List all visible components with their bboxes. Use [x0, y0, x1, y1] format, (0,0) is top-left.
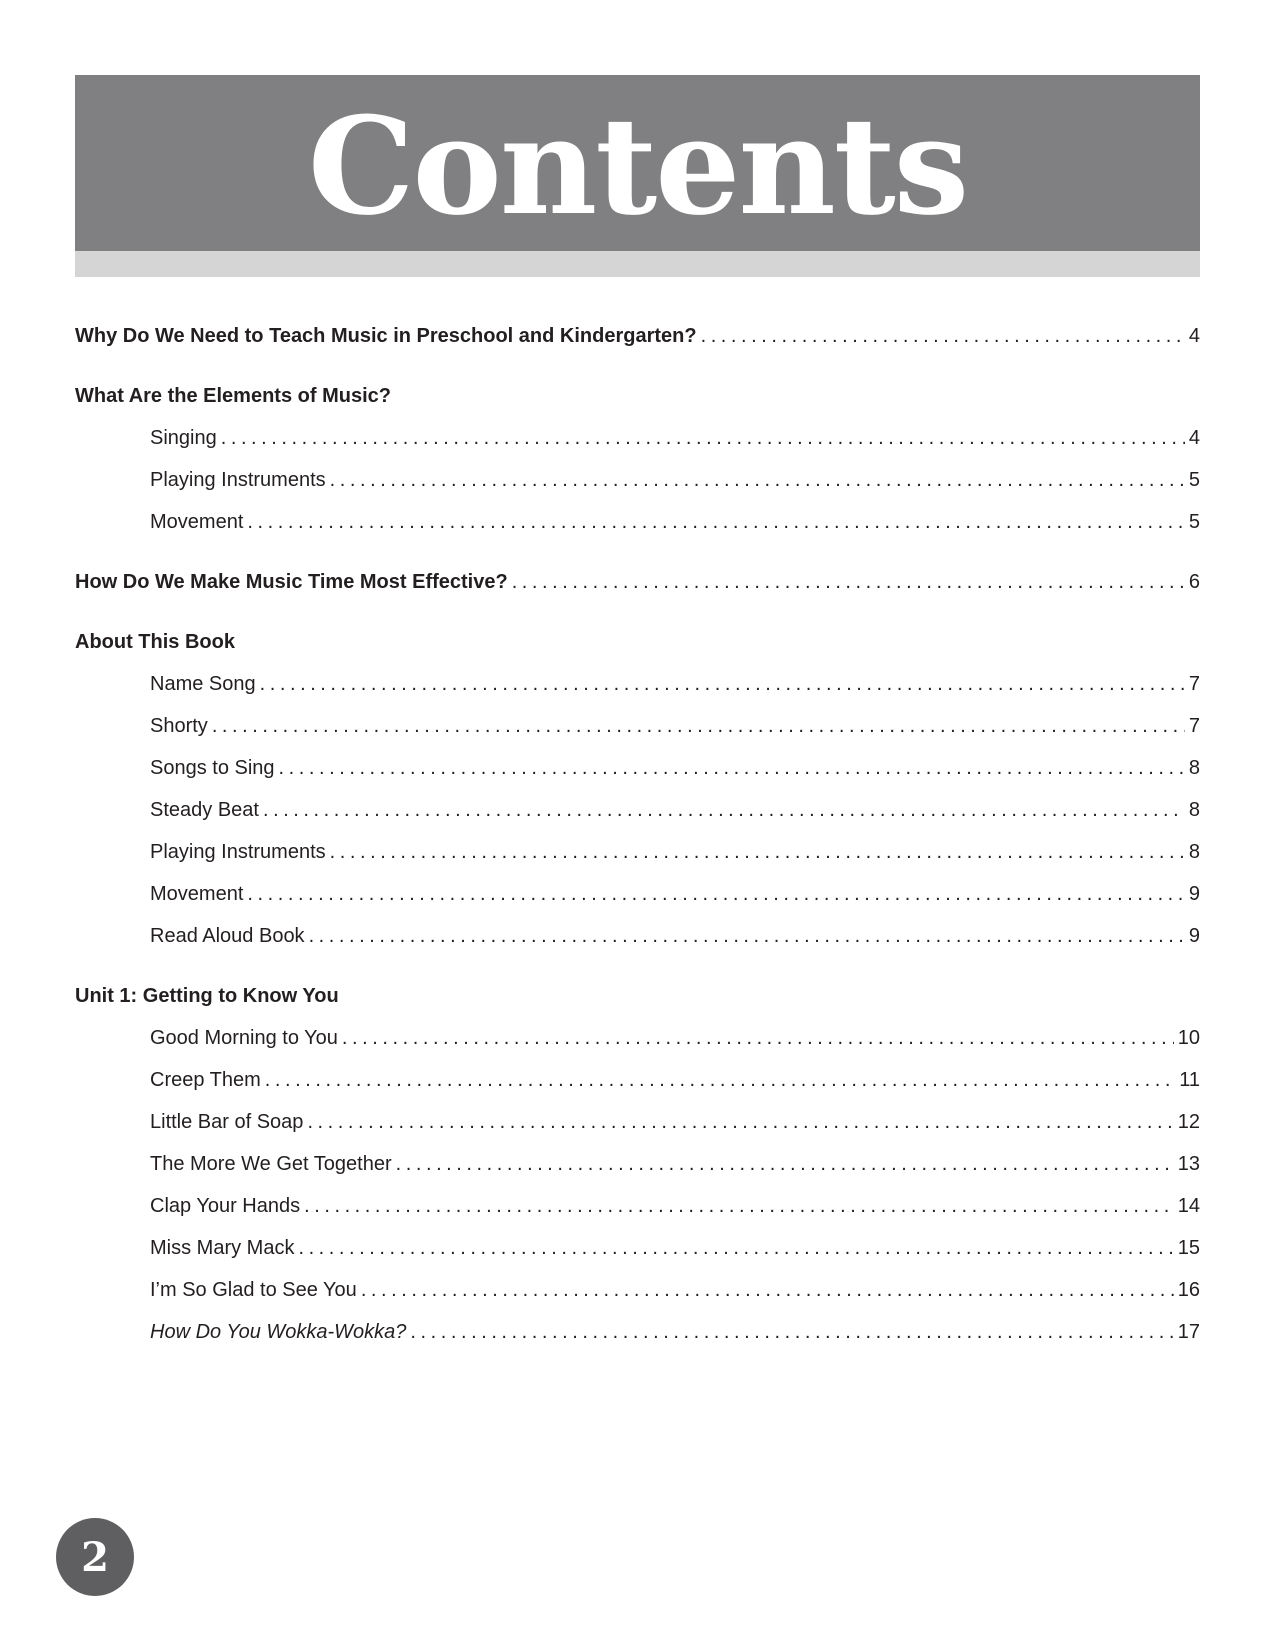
toc-entry-label: Movement — [150, 883, 244, 905]
toc-heading — [75, 985, 1200, 1027]
dot-leader — [263, 799, 1185, 822]
toc-page-number: 12 — [1177, 1111, 1200, 1133]
toc-entry-label: Miss Mary Mack — [150, 1237, 295, 1259]
toc-page-number: 14 — [1177, 1195, 1200, 1217]
dot-leader — [260, 673, 1185, 696]
toc-page-number: 9 — [1188, 883, 1200, 905]
toc-entry[interactable] — [75, 1279, 1200, 1321]
dot-leader — [330, 469, 1185, 492]
toc-page-number: 13 — [1177, 1153, 1200, 1175]
toc-entry-label: Shorty — [150, 715, 208, 737]
toc-page-number: 4 — [1188, 325, 1200, 347]
toc-page-number: 10 — [1177, 1027, 1200, 1049]
toc-entry-label: Singing — [150, 427, 217, 449]
toc-entry-label: The More We Get Together — [150, 1153, 392, 1175]
toc-heading — [75, 385, 1200, 427]
toc-heading — [75, 631, 1200, 673]
toc-entry-label: How Do You Wokka-Wokka? — [150, 1321, 407, 1343]
toc-entry[interactable] — [75, 1237, 1200, 1279]
dot-leader — [361, 1279, 1174, 1302]
toc-entry[interactable] — [75, 1027, 1200, 1069]
dot-leader — [279, 757, 1185, 780]
toc-page-number: 8 — [1188, 757, 1200, 779]
toc-entry-label: How Do We Make Music Time Most Effective? — [75, 571, 508, 593]
toc-entry[interactable] — [75, 757, 1200, 799]
page-title: Contents — [307, 87, 968, 245]
dot-leader — [247, 883, 1185, 906]
toc-page-number: 7 — [1188, 673, 1200, 695]
dot-leader — [265, 1069, 1175, 1092]
dot-leader — [309, 925, 1185, 948]
toc-page-number: 16 — [1177, 1279, 1200, 1301]
dot-leader — [307, 1111, 1173, 1134]
toc-entry-label: Why Do We Need to Teach Music in Preschool and Kindergarten? — [75, 325, 697, 347]
toc-page-number: 8 — [1188, 799, 1200, 821]
page-number-badge: 2 — [56, 1518, 134, 1596]
dot-leader — [298, 1237, 1173, 1260]
dot-leader — [212, 715, 1185, 738]
toc-page-number: 9 — [1188, 925, 1200, 947]
toc-page-number: 4 — [1188, 427, 1200, 449]
toc-entry[interactable] — [75, 799, 1200, 841]
toc-entry[interactable] — [75, 469, 1200, 511]
toc-entry-label: Clap Your Hands — [150, 1195, 301, 1217]
header-stripe — [75, 251, 1200, 277]
toc-entry-label: Songs to Sing — [150, 757, 275, 779]
toc-entry-section[interactable] — [75, 571, 1200, 613]
toc-page-number: 17 — [1177, 1321, 1200, 1343]
toc-page-number: 8 — [1188, 841, 1200, 863]
dot-leader — [247, 511, 1185, 534]
toc-entry-label: Good Morning to You — [150, 1027, 338, 1049]
dot-leader — [410, 1321, 1173, 1344]
toc-entry[interactable] — [75, 427, 1200, 469]
toc-entry-section[interactable] — [75, 325, 1200, 367]
toc-entry[interactable] — [75, 673, 1200, 715]
toc-heading-label: About This Book — [75, 631, 235, 653]
toc-page-number: 6 — [1188, 571, 1200, 593]
toc-page-number: 5 — [1188, 469, 1200, 491]
toc-entry-label: Little Bar of Soap — [150, 1111, 304, 1133]
table-of-contents — [75, 325, 1200, 1363]
toc-entry-label: Movement — [150, 511, 244, 533]
dot-leader — [304, 1195, 1174, 1218]
toc-entry[interactable] — [75, 511, 1200, 553]
toc-entry-label: I’m So Glad to See You — [150, 1279, 357, 1301]
toc-entry[interactable] — [75, 883, 1200, 925]
toc-entry[interactable] — [75, 715, 1200, 757]
dot-leader — [512, 571, 1185, 594]
toc-entry[interactable] — [75, 1069, 1200, 1111]
toc-entry-label: Playing Instruments — [150, 841, 326, 863]
toc-entry-label: Steady Beat — [150, 799, 259, 821]
dot-leader — [330, 841, 1185, 864]
toc-entry-label: Name Song — [150, 673, 256, 695]
toc-entry[interactable] — [75, 1321, 1200, 1363]
toc-page-number: 7 — [1188, 715, 1200, 737]
toc-entry[interactable] — [75, 925, 1200, 967]
toc-entry[interactable] — [75, 1195, 1200, 1237]
toc-entry[interactable] — [75, 1153, 1200, 1195]
dot-leader — [342, 1027, 1174, 1050]
dot-leader — [221, 427, 1185, 450]
toc-heading-label: Unit 1: Getting to Know You — [75, 985, 339, 1007]
dot-leader — [701, 325, 1185, 348]
toc-heading-label: What Are the Elements of Music? — [75, 385, 391, 407]
toc-page-number: 11 — [1179, 1069, 1200, 1091]
toc-entry-label: Playing Instruments — [150, 469, 326, 491]
toc-entry[interactable] — [75, 841, 1200, 883]
toc-entry-label: Read Aloud Book — [150, 925, 305, 947]
toc-page-number: 15 — [1177, 1237, 1200, 1259]
toc-entry-label: Creep Them — [150, 1069, 261, 1091]
toc-entry[interactable] — [75, 1111, 1200, 1153]
dot-leader — [396, 1153, 1174, 1176]
toc-page-number: 5 — [1188, 511, 1200, 533]
